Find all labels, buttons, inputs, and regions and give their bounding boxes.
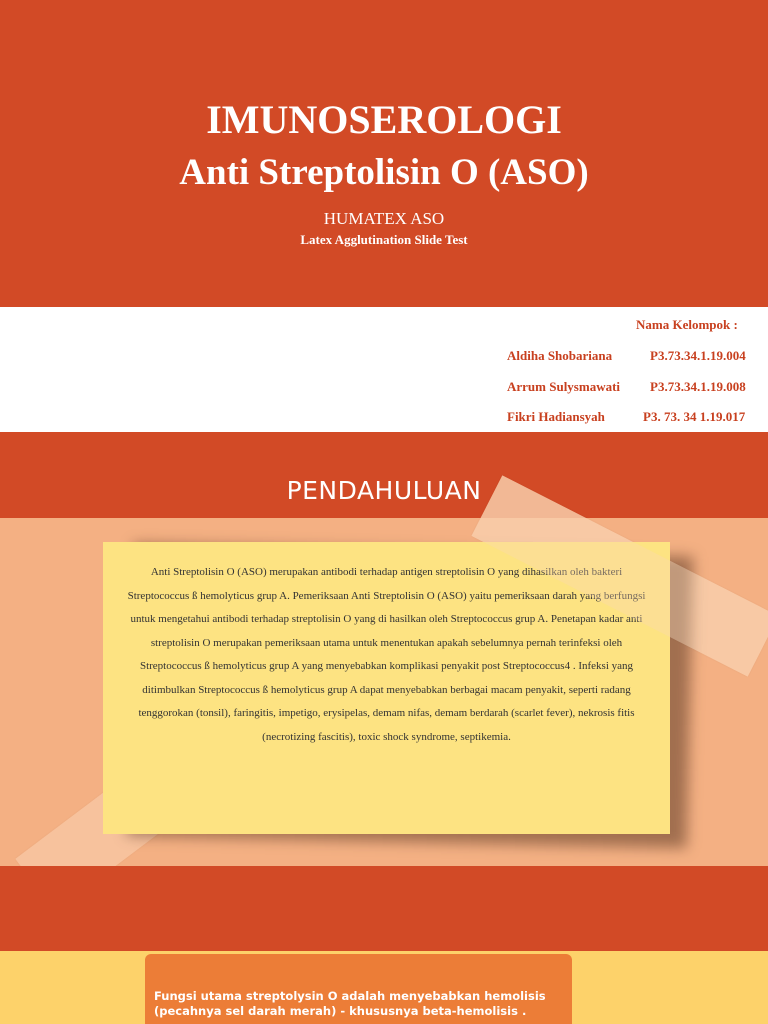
function-text: Fungsi utama streptolysin O adalah menyebabkan hemolisis (pecahnya sel darah merah) - khususnya beta-hemolisis . bbox=[154, 989, 546, 1018]
member-id: P3.73.34.1.19.008 bbox=[650, 379, 746, 394]
group-heading: Nama Kelompok : bbox=[636, 317, 738, 332]
intro-paragraph: Anti Streptolisin O (ASO) merupakan antibodi terhadap antigen streptolisin O yang dihasilkan oleh bakteri Streptococcus ß hemolyticus grup A. Pemeriksaan Anti Streptolisin O (ASO) yaitu pemeriksaan darah yang berfungsi untuk mengetahui antibodi terhadap streptolisin O yang di hasilkan oleh Streptococcus grup A. Penetapan kadar anti streptolisin O merupakan pemeriksaan utama untuk menentukan apakah sebelumnya pernah terinfeksi oleh Streptococcus ß hemolyticus grup A yang menyebabkan komplikasi penyakit post Streptococcus4 . Infeksi yang ditimbulkan Streptococcus ß hemolyticus grup A dapat menyebabkan berbagai macam penyakit, seperti radang tenggorokan (tonsil), faringitis, impetigo, erysipelas, demam nifas, demam berdarah (scarlet fever), nekrosis fitis (necrotizing fascitis), toxic shock syndrome, septikemia. bbox=[127, 566, 646, 743]
function-slide bbox=[0, 866, 768, 1024]
function-textbox bbox=[145, 954, 572, 1024]
member-id: P3.73.34.1.19.004 bbox=[650, 348, 746, 363]
member-name: Fikri Hadiansyah bbox=[507, 409, 605, 424]
title-band bbox=[0, 0, 768, 307]
intro-header-band bbox=[0, 432, 768, 518]
member-name: Arrum Sulysmawati bbox=[507, 379, 621, 394]
main-title: IMUNOSEROLOGI bbox=[206, 97, 562, 142]
note-card bbox=[103, 542, 670, 834]
intro-heading: PENDAHULUAN bbox=[286, 476, 482, 505]
member-name: Aldiha Shobariana bbox=[507, 348, 613, 363]
intro-slide bbox=[0, 432, 768, 866]
member-id: P3. 73. 34 1.19.017 bbox=[643, 409, 746, 424]
test-type: Latex Agglutination Slide Test bbox=[300, 232, 468, 247]
main-subtitle: Anti Streptolisin O (ASO) bbox=[179, 152, 589, 193]
title-slide bbox=[0, 0, 768, 432]
kit-name: HUMATEX ASO bbox=[323, 209, 445, 228]
function-header-band bbox=[0, 866, 768, 951]
